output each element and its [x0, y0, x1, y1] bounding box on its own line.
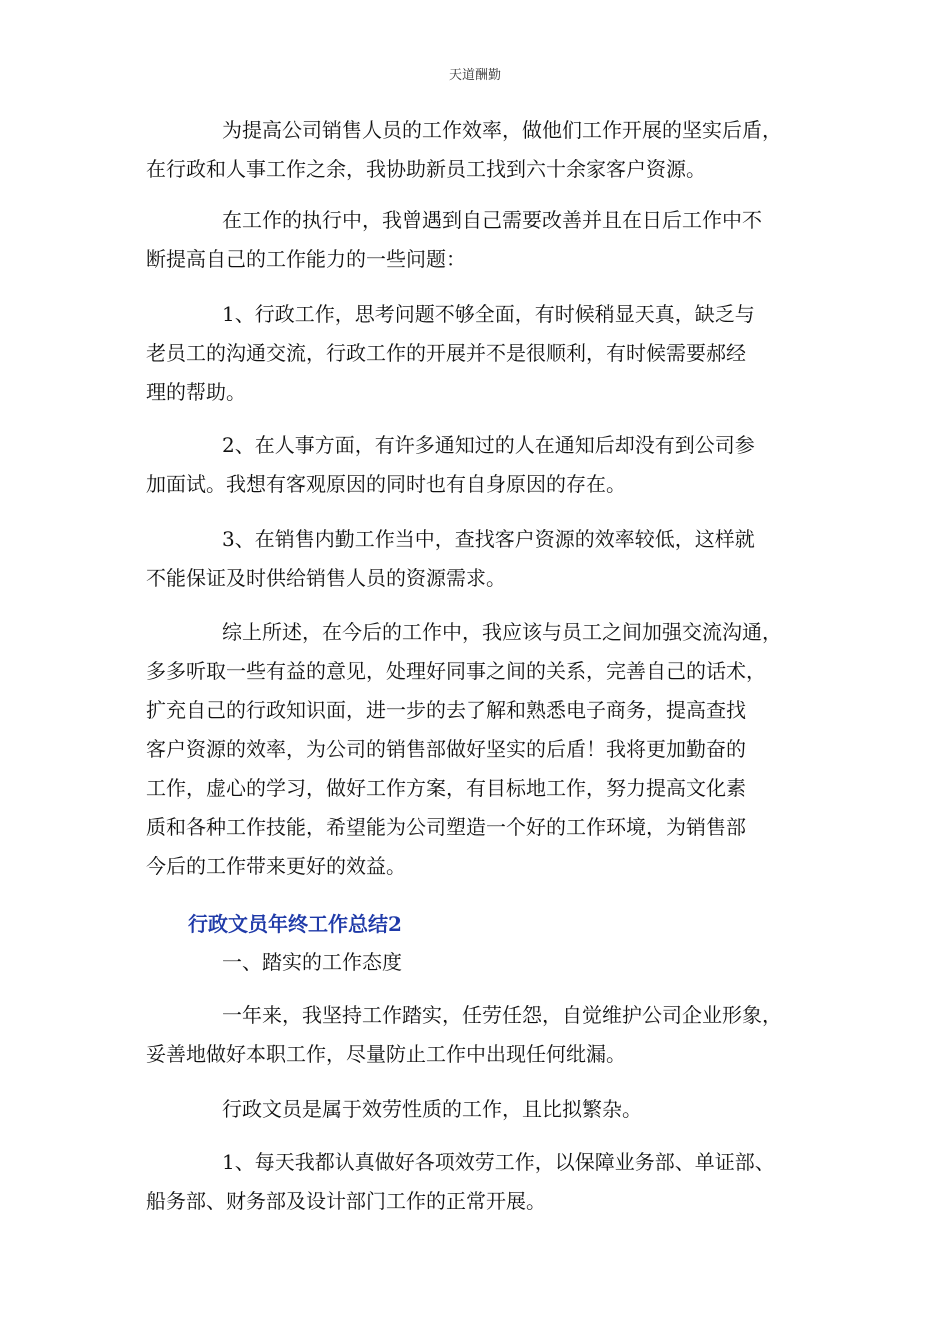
paragraph-line: 客户资源的效率，为公司的销售部做好坚实的后盾！我将更加勤奋的 — [146, 737, 746, 761]
paragraph-2 — [146, 201, 806, 279]
paragraph-line: 2、在人事方面，有许多通知过的人在通知后却没有到公司参 — [222, 433, 755, 457]
paragraph-line: 多多听取一些有益的意见，处理好同事之间的关系，完善自己的话术， — [146, 659, 766, 683]
paragraph-line: 1、每天我都认真做好各项效劳工作，以保障业务部、单证部、 — [222, 1150, 775, 1174]
paragraph-line: 综上所述，在今后的工作中，我应该与员工之间加强交流沟通， — [222, 620, 782, 644]
paragraph-line: 一年来，我坚持工作踏实，任劳任怨，自觉维护公司企业形象， — [222, 1003, 782, 1027]
paragraph-line: 理的帮助。 — [146, 380, 246, 404]
paragraph-7 — [146, 943, 806, 982]
paragraph-line: 工作，虚心的学习，做好工作方案，有目标地工作，努力提高文化素 — [146, 776, 746, 800]
paragraph-line: 在行政和人事工作之余，我协助新员工找到六十余家客户资源。 — [146, 157, 706, 181]
paragraph-4 — [146, 426, 806, 504]
page-header-watermark: 天道酬勤 — [448, 68, 501, 83]
paragraph-line: 老员工的沟通交流，行政工作的开展并不是很顺利，有时候需要郝经 — [146, 341, 746, 365]
paragraph-line: 断提高自己的工作能力的一些问题： — [146, 247, 466, 271]
paragraph-line: 一、踏实的工作态度 — [222, 950, 402, 974]
paragraph-line: 为提高公司销售人员的工作效率，做他们工作开展的坚实后盾， — [222, 118, 782, 142]
paragraph-line: 今后的工作带来更好的效益。 — [146, 854, 406, 878]
paragraph-9 — [146, 1090, 806, 1129]
paragraph-6 — [146, 613, 806, 886]
paragraph-1 — [146, 111, 806, 189]
paragraph-line: 在工作的执行中，我曾遇到自己需要改善并且在日后工作中不 — [222, 208, 762, 232]
paragraph-8 — [146, 996, 806, 1074]
paragraph-line: 不能保证及时供给销售人员的资源需求。 — [146, 566, 506, 590]
paragraph-line: 3、在销售内勤工作当中，查找客户资源的效率较低，这样就 — [222, 527, 755, 551]
paragraph-line: 行政文员是属于效劳性质的工作，且比拟繁杂。 — [222, 1097, 642, 1121]
paragraph-line: 质和各种工作技能，希望能为公司塑造一个好的工作环境，为销售部 — [146, 815, 746, 839]
paragraph-5 — [146, 520, 806, 598]
paragraph-line: 加面试。我想有客观原因的同时也有自身原因的存在。 — [146, 472, 626, 496]
paragraph-line: 扩充自己的行政知识面，进一步的去了解和熟悉电子商务，提高查找 — [146, 698, 746, 722]
paragraph-line: 1、行政工作，思考问题不够全面，有时候稍显天真，缺乏与 — [222, 302, 755, 326]
paragraph-10 — [146, 1143, 806, 1221]
section-heading: 行政文员年终工作总结2 — [188, 912, 402, 936]
paragraph-3 — [146, 295, 806, 412]
paragraph-line: 妥善地做好本职工作，尽量防止工作中出现任何纰漏。 — [146, 1042, 626, 1066]
paragraph-line: 船务部、财务部及设计部门工作的正常开展。 — [146, 1189, 546, 1213]
